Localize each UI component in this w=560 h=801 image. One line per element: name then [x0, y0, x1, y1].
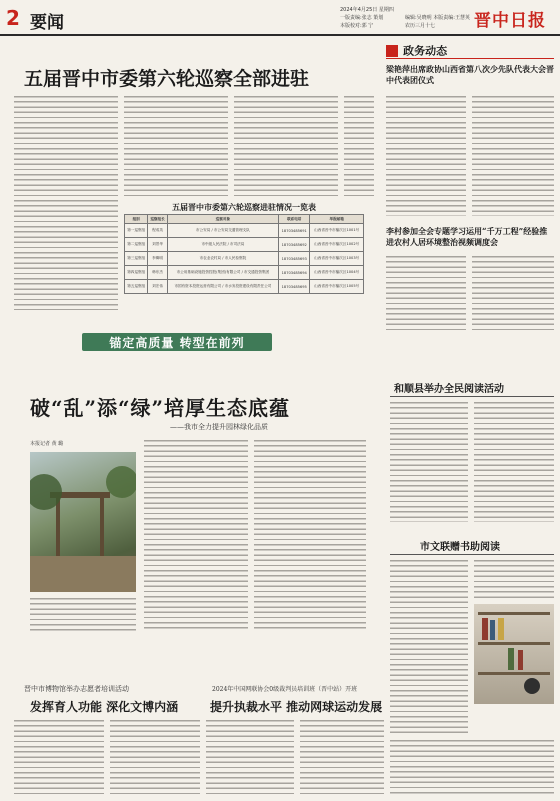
bottom-right-body-col2: [300, 720, 384, 794]
feature-banner: [14, 332, 374, 352]
table-cell: 程成英: [148, 224, 167, 238]
feature-banner-text: 锚定高质量 转型在前列: [109, 336, 245, 350]
feature-body-col1: [144, 440, 248, 632]
feature-headline: 破“乱”添“绿”培厚生态底蕴: [30, 396, 291, 420]
lead-body-col2: [124, 96, 228, 196]
table-header-cell: 巡察组长: [148, 215, 167, 224]
table-cell: 市国有资本投资运营有限公司 / 市水务投资建设有限责任公司: [167, 280, 278, 294]
bottom-left-body-col1: [14, 720, 104, 794]
feature-subtitle: ——我市全力提升园林绿化品质: [170, 423, 268, 431]
gov-story2-body-col2: [472, 256, 554, 332]
inspection-table: [124, 214, 364, 294]
table-cell: 18703485695: [279, 280, 310, 294]
table-row: [125, 224, 364, 238]
table-cell: 18703485692: [279, 238, 310, 252]
table-cell: 18703485693: [279, 252, 310, 266]
table-header-row: [125, 215, 364, 224]
bottom-right-kicker: 2024年中国网联协会0级裁判员培训班（晋中站）开班: [212, 686, 358, 693]
masthead: [0, 0, 560, 36]
gov-story2-title: 李村参加全会专题学习运用“千万工程”经验推进农村人居环境整治视频调度会: [386, 226, 548, 247]
bottom-right-body-col3: [390, 740, 554, 794]
editor-line: 一版责编:张志 策划: [340, 15, 384, 21]
table-cell: 市中级人民法院 / 市司法局: [167, 238, 278, 252]
table-cell: 市公安局 / 市公安局交通管理支队: [167, 224, 278, 238]
park-photo: [30, 452, 136, 592]
table-header-cell: 巡察对象: [167, 215, 278, 224]
proofreader: 本版校对:郭 宁: [340, 23, 374, 29]
gov-story1-body-col1: [386, 96, 466, 216]
page-number: 2: [6, 6, 20, 30]
table-cell: 第五巡察组: [125, 280, 148, 294]
table-cell: 刘景华: [148, 238, 167, 252]
bottom-left-body-col2: [110, 720, 200, 794]
table-row: [125, 266, 364, 280]
side-story1-body-col2: [474, 402, 554, 522]
side-story2-body-col2: [474, 560, 554, 600]
bottom-left-headline: 发挥育人功能 深化文博内涵: [30, 700, 179, 714]
park-photo-graphic: [30, 452, 136, 592]
feature-byline: 本报记者 黄 璐: [30, 441, 64, 447]
table-title: 五届晋中市委第六轮巡察进驻情况一览表: [172, 202, 316, 212]
issue-date: 2024年4月25日 星期四: [340, 7, 394, 13]
table-cell: 山西省晋中市榆次区1001号: [310, 224, 364, 238]
photo-caption: [30, 598, 136, 632]
gov-story1-title: 梁艳萍出席政协山西省第八次少先队代表大会晋中代表团仪式: [386, 64, 554, 85]
table-cell: 山西省晋中市榆次区1005号: [310, 280, 364, 294]
table-cell: 山西省晋中市榆次区1003号: [310, 252, 364, 266]
table-cell: 市公用基础设施投资控股(集团)有限公司 / 市交通投资集团: [167, 266, 278, 280]
side-story1-body-col1: [390, 402, 468, 522]
tag-marker-icon: [386, 45, 398, 57]
table-header-cell: 组别: [125, 215, 148, 224]
lead-headline: 五届晋中市委第六轮巡察全部进驻: [24, 68, 310, 90]
table-cell: 刘宏伟: [148, 280, 167, 294]
divider: [390, 554, 554, 555]
lead-body-col1: [14, 96, 118, 310]
side-story2-title: 市文联赠书助阅读: [420, 542, 500, 553]
bottom-right-headline: 提升执裁水平 推动网球运动发展: [210, 700, 383, 714]
table-cell: 第二巡察组: [125, 238, 148, 252]
table-row: [125, 252, 364, 266]
table-cell: 18703485691: [279, 224, 310, 238]
table-row: [125, 238, 364, 252]
divider: [386, 58, 554, 59]
table-cell: 山西省晋中市榆次区1004号: [310, 266, 364, 280]
table-cell: 18703485694: [279, 266, 310, 280]
table-cell: 韩东杰: [148, 266, 167, 280]
gov-news-tag: [386, 40, 554, 60]
library-photo: [474, 604, 554, 704]
gov-story2-body-col1: [386, 256, 466, 332]
gov-news-label: 政务动态: [403, 44, 448, 58]
divider: [390, 396, 554, 397]
side-story2-body-col1: [390, 560, 468, 660]
editor-line-2: 编辑:吴晓明 本版责编:王慧英: [405, 15, 470, 21]
inspection-table-box: [124, 200, 364, 328]
bookshelf-graphic: [474, 604, 554, 704]
table-cell: 市农业农村局 / 市人民检察院: [167, 252, 278, 266]
feature-body-col2: [254, 440, 366, 632]
newspaper-brand: 晋中日报: [474, 11, 546, 31]
side-story2-body-col3: [390, 664, 468, 734]
table-row: [125, 280, 364, 294]
table-cell: 山西省晋中市榆次区1002号: [310, 238, 364, 252]
table-header-cell: 联系电话: [279, 215, 310, 224]
table-cell: 第四巡察组: [125, 266, 148, 280]
lunar-day: 农历三月十七: [405, 23, 436, 29]
section-name: 要闻: [30, 13, 64, 33]
lead-body-col4: [344, 96, 374, 196]
side-story1-title: 和顺县举办全民阅读活动: [394, 384, 504, 395]
bottom-right-body-col1: [206, 720, 294, 794]
table-cell: 第三巡察组: [125, 252, 148, 266]
bottom-left-kicker: 晋中市博物馆举办志愿者培训活动: [24, 685, 129, 693]
table-cell: 第一巡察组: [125, 224, 148, 238]
lead-body-col3: [234, 96, 338, 196]
gov-story1-body-col2: [472, 96, 554, 216]
table-header-cell: 举报邮箱: [310, 215, 364, 224]
table-cell: 李卿明: [148, 252, 167, 266]
